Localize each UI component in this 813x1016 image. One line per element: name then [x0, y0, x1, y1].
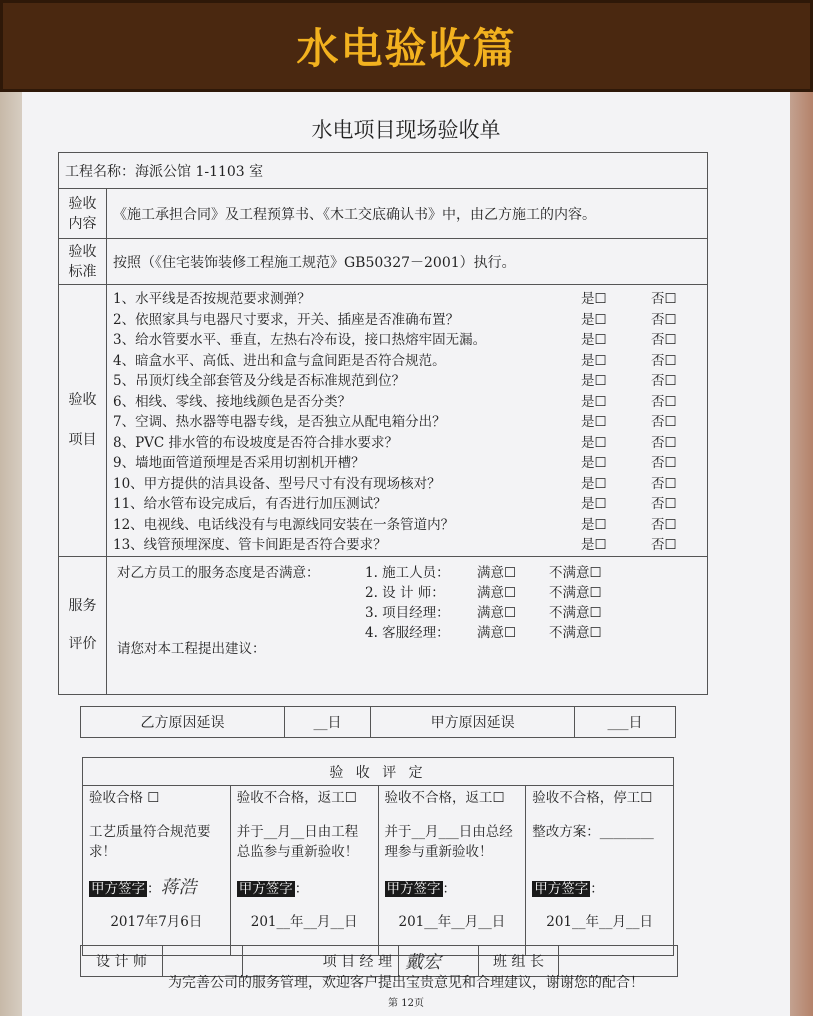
yes-checkbox[interactable]: 是☐	[581, 311, 607, 328]
service-rating-row	[365, 621, 602, 641]
delay-a-value: ___日	[575, 707, 676, 738]
no-checkbox[interactable]: 否☐	[651, 352, 677, 369]
checklist-item	[113, 533, 701, 554]
pm-signature: 戴宏	[399, 946, 479, 977]
team-leader-label: 班 组 长	[479, 946, 559, 977]
no-checkbox[interactable]: 否☐	[651, 516, 677, 533]
acceptance-form	[22, 92, 790, 1016]
checklist-item	[113, 369, 701, 390]
item-text: 3、给水管要水平、垂直，左热右冷布设，接口热熔牢固无漏。	[113, 332, 487, 349]
checklist-item	[113, 308, 701, 329]
form-title: 水电项目现场验收单	[311, 118, 501, 142]
content-text: 《施工承担合同》及工程预算书、《木工交底确认书》中，由乙方施工的内容。	[107, 189, 708, 239]
content-label: 验收内容	[59, 189, 107, 239]
service-role: 2. 设 计 师：	[365, 584, 445, 601]
item-text: 11、给水管布设完成后，有否进行加压测试？	[113, 496, 387, 513]
eval-date: 201__年__月__日	[398, 914, 506, 930]
item-text: 5、吊顶灯线全部套管及分线是否标准规范到位？	[113, 373, 406, 390]
yes-checkbox[interactable]: 是☐	[581, 373, 607, 390]
checklist-item	[113, 410, 701, 431]
service-role: 1. 施工人员：	[365, 564, 450, 581]
service-cell	[107, 556, 708, 694]
unsatisfied-checkbox[interactable]: 不满意☐	[549, 624, 602, 641]
delay-b-label: 乙方原因延误	[81, 707, 285, 738]
project-name: 工程名称：海派公馆 1-1103 室	[59, 153, 708, 189]
checklist-item	[113, 492, 701, 513]
yes-checkbox[interactable]: 是☐	[581, 455, 607, 472]
eval-date: 201__年__月__日	[546, 914, 654, 930]
checklist-item	[113, 349, 701, 370]
unsatisfied-checkbox[interactable]: 不满意☐	[549, 564, 602, 581]
checklist-item	[113, 287, 701, 308]
no-checkbox[interactable]: 否☐	[651, 434, 677, 451]
eval-date: 201__年__月__日	[250, 914, 358, 930]
no-checkbox[interactable]: 否☐	[651, 393, 677, 410]
items-label: 验收项目	[59, 285, 107, 557]
no-checkbox[interactable]: 否☐	[651, 291, 677, 308]
eval-option: 验收不合格，停工☐ 整改方案：________ 甲方签字 ： 201__年__月__日	[526, 786, 674, 956]
designer-label: 设 计 师	[81, 946, 163, 977]
item-text: 8、PVC 排水管的布设坡度是否符合排水要求？	[113, 434, 399, 451]
yes-checkbox[interactable]: 是☐	[581, 475, 607, 492]
sign-label: 甲方签字	[386, 881, 441, 897]
service-label-2: 评价	[68, 636, 97, 652]
no-checkbox[interactable]: 否☐	[651, 537, 677, 554]
checklist-item	[113, 390, 701, 411]
eval-head[interactable]: 验收不合格，返工☐	[236, 790, 357, 806]
checklist-item	[113, 451, 701, 472]
banner-title: 水电验收篇	[296, 24, 517, 73]
standard-text: 按照（《住宅装饰装修工程施工规范》GB50327－2001）执行。	[107, 239, 708, 285]
eval-option: 验收不合格，返工☐ 并于__月__日由工程总监参与重新验收！ 甲方签字 ： 201__年__月__日	[230, 786, 378, 956]
yes-checkbox[interactable]: 是☐	[581, 291, 607, 308]
yes-checkbox[interactable]: 是☐	[581, 434, 607, 451]
service-question: 对乙方员工的服务态度是否满意：	[117, 564, 320, 581]
sign-label: 甲方签字	[534, 881, 589, 897]
service-role: 3. 项目经理：	[365, 604, 450, 621]
main-table	[58, 152, 708, 695]
item-text: 4、暗盒水平、高低、进出和盒与盒间距是否符合规范。	[113, 352, 446, 369]
footer-note: 为完善公司的服务管理，欢迎客户提出宝贵意见和合理建议，谢谢您的配合！	[168, 975, 644, 991]
yes-checkbox[interactable]: 是☐	[581, 516, 607, 533]
delay-table	[80, 706, 676, 738]
service-rating-row	[365, 581, 602, 601]
eval-body: 工艺质量符合规范要求！	[89, 824, 211, 860]
eval-head[interactable]: 验收不合格，返工☐	[384, 790, 505, 806]
items-list	[107, 285, 708, 557]
service-role: 4. 客服经理：	[365, 624, 450, 641]
no-checkbox[interactable]: 否☐	[651, 414, 677, 431]
satisfied-checkbox[interactable]: 满意☐	[477, 564, 517, 581]
standard-label: 验收标准	[59, 239, 107, 285]
item-text: 9、墙地面管道预埋是否采用切割机开槽？	[113, 455, 365, 472]
unsatisfied-checkbox[interactable]: 不满意☐	[549, 584, 602, 601]
no-checkbox[interactable]: 否☐	[651, 311, 677, 328]
no-checkbox[interactable]: 否☐	[651, 373, 677, 390]
service-label-1: 服务	[68, 598, 97, 614]
satisfied-checkbox[interactable]: 满意☐	[477, 604, 517, 621]
sign-label: 甲方签字	[91, 881, 145, 897]
satisfied-checkbox[interactable]: 满意☐	[477, 584, 517, 601]
eval-option: 验收合格 ☐ 工艺质量符合规范要求！ 甲方签字 ：蒋浩 2017年7月6日	[83, 786, 231, 956]
yes-checkbox[interactable]: 是☐	[581, 393, 607, 410]
service-label	[59, 556, 107, 694]
no-checkbox[interactable]: 否☐	[651, 496, 677, 513]
delay-b-value: __日	[284, 707, 370, 738]
sign-label: 甲方签字	[238, 881, 293, 897]
page-number: 第 12页	[388, 998, 424, 1009]
checklist-item	[113, 472, 701, 493]
no-checkbox[interactable]: 否☐	[651, 475, 677, 492]
eval-title: 验 收 评 定	[83, 758, 674, 786]
eval-date: 2017年7月6日	[110, 914, 203, 930]
service-rating-row	[365, 601, 602, 621]
satisfied-checkbox[interactable]: 满意☐	[477, 624, 517, 641]
item-text: 6、相线、零线、接地线颜色是否分类？	[113, 393, 352, 410]
item-text: 7、空调、热水器等电器专线，是否独立从配电箱分出？	[113, 414, 446, 431]
item-text: 13、线管预埋深度、管卡间距是否符合要求？	[113, 537, 387, 554]
yes-checkbox[interactable]: 是☐	[581, 496, 607, 513]
eval-head[interactable]: 验收合格 ☐	[89, 790, 160, 806]
service-rating-row	[365, 561, 602, 581]
yes-checkbox[interactable]: 是☐	[581, 332, 607, 349]
item-text: 1、水平线是否按规范要求测弹？	[113, 291, 311, 308]
eval-body: 并于__月__日由工程总监参与重新验收！	[236, 824, 359, 860]
eval-option: 验收不合格，返工☐ 并于__月___日由总经理参与重新验收！ 甲方签字 ： 201__年__月__日	[378, 786, 526, 956]
item-text: 12、电视线、电话线没有与电源线同安装在一条管道内？	[113, 516, 455, 533]
delay-a-label: 甲方原因延误	[371, 707, 575, 738]
eval-head[interactable]: 验收不合格，停工☐	[532, 790, 653, 806]
evaluation-table	[82, 757, 674, 956]
checklist-item	[113, 328, 701, 349]
checklist-item	[113, 513, 701, 534]
yes-checkbox[interactable]: 是☐	[581, 537, 607, 554]
unsatisfied-checkbox[interactable]: 不满意☐	[549, 604, 602, 621]
eval-body: 并于__月___日由总经理参与重新验收！	[384, 824, 513, 860]
yes-checkbox[interactable]: 是☐	[581, 414, 607, 431]
signature: 蒋浩	[160, 877, 197, 898]
suggestion-prompt: 请您对本工程提出建议：	[117, 640, 266, 657]
pm-label: 项 目 经 理	[243, 946, 399, 977]
yes-checkbox[interactable]: 是☐	[581, 352, 607, 369]
item-text: 10、甲方提供的洁具设备、型号尺寸有没有现场核对？	[113, 475, 441, 492]
checklist-item	[113, 431, 701, 452]
no-checkbox[interactable]: 否☐	[651, 332, 677, 349]
item-text: 2、依照家具与电器尺寸要求，开关、插座是否准确布置？	[113, 311, 460, 328]
banner	[0, 0, 813, 92]
no-checkbox[interactable]: 否☐	[651, 455, 677, 472]
eval-body: 整改方案：________	[532, 824, 654, 840]
